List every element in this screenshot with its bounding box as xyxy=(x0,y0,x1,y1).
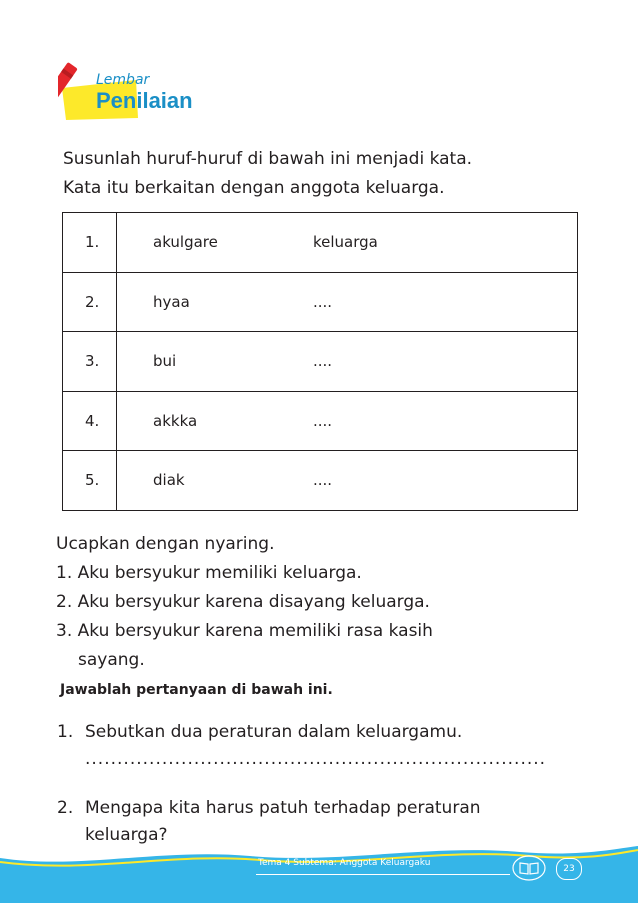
logo-big-text: Penilaian xyxy=(96,88,193,113)
questions-heading: Jawablah pertanyaan di bawah ini. xyxy=(60,682,333,698)
table-row xyxy=(63,391,578,451)
book-icon xyxy=(512,855,546,881)
say-title: Ucapkan dengan nyaring. xyxy=(56,534,275,554)
instruction-paragraph xyxy=(63,145,472,203)
scrambled-word: bui xyxy=(153,352,177,371)
row-number: 1. xyxy=(63,213,117,273)
scrambled-word: akkka xyxy=(153,411,198,430)
say-line-1: 1. Aku bersyukur memiliki keluarga. xyxy=(56,563,362,583)
scrambled-word: akulgare xyxy=(153,233,218,252)
table-row xyxy=(63,272,578,332)
row-number: 3. xyxy=(63,332,117,392)
answer-field: .... xyxy=(313,411,333,430)
footer-divider xyxy=(256,874,510,875)
table-row xyxy=(63,451,578,511)
say-line-2: 2. Aku bersyukur karena disayang keluarga. xyxy=(56,592,430,612)
row-number: 5. xyxy=(63,451,117,511)
question-text-cont: keluarga? xyxy=(85,825,168,845)
question-number: 2. xyxy=(57,798,74,818)
page-number: 23 xyxy=(556,858,582,880)
scrambled-word: diak xyxy=(153,471,185,490)
answer-dots: ........................................................................ xyxy=(85,749,547,769)
question-1 xyxy=(57,719,546,773)
say-line-3: 3. Aku bersyukur karena memiliki rasa kasih xyxy=(56,621,433,641)
answer-field: .... xyxy=(313,352,333,371)
row-number: 2. xyxy=(63,272,117,332)
row-number: 4. xyxy=(63,391,117,451)
table-row xyxy=(63,332,578,392)
logo-small-text: Lembar xyxy=(96,72,150,88)
table-row xyxy=(63,213,578,273)
answer-field: .... xyxy=(313,471,333,490)
answer-field: keluarga xyxy=(313,233,378,252)
question-text: Mengapa kita harus patuh terhadap peraturan xyxy=(85,798,481,818)
say-line-3-cont: sayang. xyxy=(78,650,145,670)
instruction-line-2: Kata itu berkaitan dengan anggota keluarga. xyxy=(63,178,445,198)
answer-field: .... xyxy=(313,292,333,311)
question-text: Sebutkan dua peraturan dalam keluargamu. xyxy=(85,722,463,742)
footer-text: Tema 4 Subtema: Anggota Keluargaku xyxy=(258,858,431,868)
say-aloud-section xyxy=(56,530,433,675)
scrambled-word: hyaa xyxy=(153,292,190,311)
word-table xyxy=(62,212,578,511)
question-number: 1. xyxy=(57,722,74,742)
instruction-line-1: Susunlah huruf-huruf di bawah ini menjadi kata. xyxy=(63,149,473,169)
